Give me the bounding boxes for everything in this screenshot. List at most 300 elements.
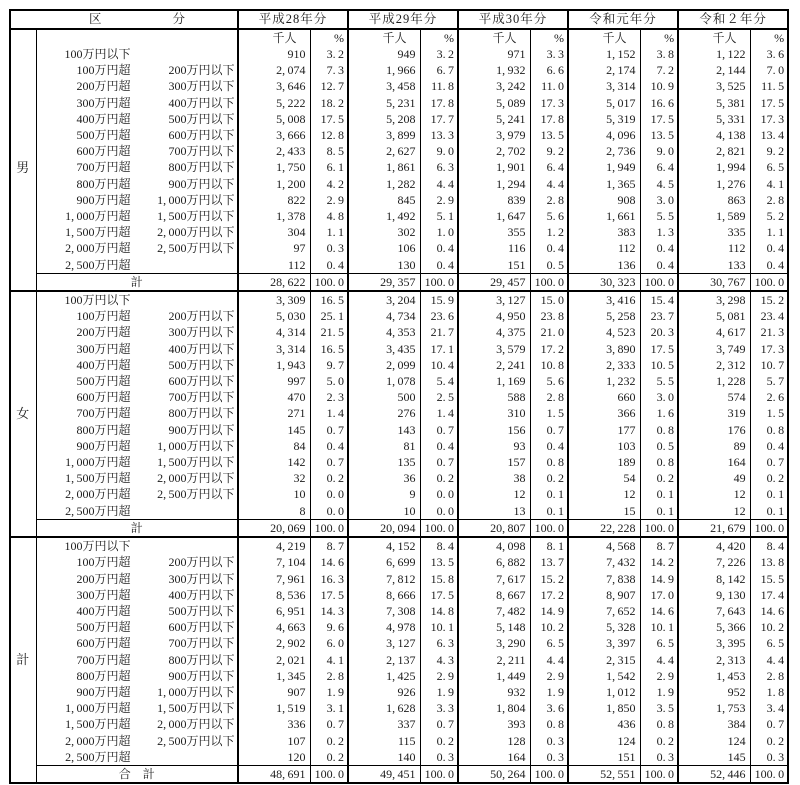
income-range-label	[36, 749, 238, 766]
range-upper-bound: 2, 000万円以下	[157, 471, 235, 486]
people-value: 1, 365	[568, 176, 640, 192]
percent-value: 3. 3	[530, 46, 568, 62]
people-value: 93	[458, 438, 530, 454]
percent-value: 6. 7	[420, 62, 458, 78]
percent-value: 17. 0	[640, 587, 678, 603]
income-range-label	[36, 587, 238, 603]
people-value: 49	[678, 470, 750, 486]
people-value: 10	[348, 503, 420, 520]
people-value: 2, 144	[678, 62, 750, 78]
people-value: 142	[238, 454, 310, 470]
percent-value: 17. 5	[310, 587, 348, 603]
income-range-label	[36, 224, 238, 240]
people-value: 8, 667	[458, 587, 530, 603]
people-value: 3, 899	[348, 127, 420, 143]
percent-value: 14. 6	[310, 554, 348, 570]
people-value: 436	[568, 716, 640, 732]
range-lower-bound: 600万円超	[76, 390, 131, 405]
people-value: 3, 458	[348, 78, 420, 94]
range-lower-bound: 200万円超	[76, 79, 131, 94]
percent-value: 13. 5	[640, 127, 678, 143]
income-range-row	[10, 389, 788, 405]
income-range-label	[36, 537, 238, 554]
percent-value: 8. 4	[420, 537, 458, 554]
percent-value: 17. 8	[530, 111, 568, 127]
people-value: 3, 242	[458, 78, 530, 94]
range-lower-bound: 2, 500万円超	[65, 749, 131, 764]
percent-value: 0. 7	[420, 422, 458, 438]
range-upper-bound: 500万円以下	[168, 111, 235, 126]
income-range-label	[36, 470, 238, 486]
range-lower-bound: 500万円超	[76, 620, 131, 635]
percent-value: 1. 2	[530, 224, 568, 240]
people-value: 143	[348, 422, 420, 438]
people-value: 3, 314	[238, 341, 310, 357]
income-range-label	[36, 127, 238, 143]
range-lower-bound: 400万円超	[76, 603, 131, 618]
percent-value: 9. 0	[640, 143, 678, 159]
percent-value: 12. 7	[310, 78, 348, 94]
total-people-value: 22, 228	[568, 519, 640, 537]
percent-value: 3. 3	[420, 700, 458, 716]
income-range-row	[10, 700, 788, 716]
people-value: 7, 308	[348, 603, 420, 619]
percent-value: 10. 9	[640, 78, 678, 94]
range-lower-bound: 100万円以下	[64, 47, 131, 61]
range-upper-bound: 900万円以下	[168, 422, 235, 437]
people-value: 2, 174	[568, 62, 640, 78]
percent-value: 17. 5	[420, 587, 458, 603]
income-range-row	[10, 603, 788, 619]
people-value: 4, 523	[568, 324, 640, 340]
people-value: 3, 204	[348, 291, 420, 308]
total-percent-value: 100. 0	[420, 273, 458, 291]
people-value: 128	[458, 733, 530, 749]
income-range-label	[36, 95, 238, 111]
percent-value: 17. 4	[750, 587, 788, 603]
percent-value: 2. 9	[640, 668, 678, 684]
range-upper-bound: 200万円以下	[168, 309, 235, 324]
percent-value: 3. 5	[640, 700, 678, 716]
income-range-row	[10, 240, 788, 256]
percent-value: 3. 0	[640, 192, 678, 208]
percent-value: 7. 3	[310, 62, 348, 78]
percent-value: 17. 5	[640, 111, 678, 127]
income-range-row	[10, 619, 788, 635]
total-people-value: 20, 807	[458, 519, 530, 537]
income-range-label	[36, 257, 238, 274]
percent-value: 0. 4	[420, 240, 458, 256]
percent-value: 17. 2	[530, 341, 568, 357]
range-upper-bound: 300万円以下	[168, 79, 235, 94]
percent-value: 2. 9	[420, 668, 458, 684]
percent-value: 6. 3	[420, 159, 458, 175]
percent-value: 3. 6	[530, 700, 568, 716]
income-range-label	[36, 308, 238, 324]
income-range-row	[10, 652, 788, 668]
percent-value: 0. 1	[640, 503, 678, 520]
unit-percent-header: %	[640, 29, 678, 46]
people-value: 2, 137	[348, 652, 420, 668]
income-range-row	[10, 733, 788, 749]
income-range-label	[36, 503, 238, 520]
income-range-row	[10, 503, 788, 520]
people-value: 1, 449	[458, 668, 530, 684]
people-value: 120	[238, 749, 310, 766]
percent-value: 8. 7	[310, 537, 348, 554]
people-value: 1, 200	[238, 176, 310, 192]
percent-value: 13. 5	[530, 127, 568, 143]
people-value: 5, 222	[238, 95, 310, 111]
income-range-row	[10, 324, 788, 340]
range-lower-bound: 300万円超	[76, 587, 131, 602]
percent-value: 17. 3	[750, 111, 788, 127]
people-value: 1, 276	[678, 176, 750, 192]
range-upper-bound: 800万円以下	[168, 160, 235, 175]
range-lower-bound: 200万円超	[76, 325, 131, 340]
percent-value: 0. 0	[420, 486, 458, 502]
percent-value: 0. 4	[530, 438, 568, 454]
percent-value: 6. 1	[310, 159, 348, 175]
people-value: 3, 127	[348, 635, 420, 651]
people-value: 3, 127	[458, 291, 530, 308]
percent-value: 16. 5	[310, 291, 348, 308]
total-row	[10, 765, 788, 783]
percent-value: 0. 3	[530, 749, 568, 766]
people-value: 3, 309	[238, 291, 310, 308]
people-value: 89	[678, 438, 750, 454]
people-value: 7, 643	[678, 603, 750, 619]
range-lower-bound: 2, 000万円超	[65, 241, 131, 256]
unit-people-header: 千人	[348, 29, 420, 46]
range-lower-bound: 1, 500万円超	[65, 471, 131, 486]
people-value: 54	[568, 470, 640, 486]
range-lower-bound: 700万円超	[76, 160, 131, 175]
income-range-row	[10, 95, 788, 111]
people-value: 8, 907	[568, 587, 640, 603]
people-value: 1, 861	[348, 159, 420, 175]
percent-value: 1. 8	[750, 684, 788, 700]
income-range-row	[10, 438, 788, 454]
unit-percent-header: %	[530, 29, 568, 46]
people-value: 164	[458, 749, 530, 766]
people-value: 145	[238, 422, 310, 438]
percent-value: 1. 4	[420, 405, 458, 421]
range-lower-bound: 2, 000万円超	[65, 487, 131, 502]
income-range-label	[36, 46, 238, 62]
people-value: 1, 519	[238, 700, 310, 716]
percent-value: 13. 8	[750, 554, 788, 570]
percent-value: 0. 4	[420, 438, 458, 454]
total-percent-value: 100. 0	[750, 519, 788, 537]
percent-value: 15. 4	[640, 291, 678, 308]
people-value: 2, 021	[238, 652, 310, 668]
people-value: 2, 902	[238, 635, 310, 651]
range-upper-bound: 1, 000万円以下	[157, 438, 235, 453]
people-value: 908	[568, 192, 640, 208]
people-value: 7, 838	[568, 571, 640, 587]
total-row	[10, 273, 788, 291]
people-value: 1, 901	[458, 159, 530, 175]
people-value: 12	[458, 486, 530, 502]
people-value: 2, 627	[348, 143, 420, 159]
income-distribution-table	[9, 9, 789, 784]
people-value: 12	[568, 486, 640, 502]
total-people-value: 20, 094	[348, 519, 420, 537]
people-value: 3, 395	[678, 635, 750, 651]
people-value: 1, 425	[348, 668, 420, 684]
percent-value: 0. 7	[750, 716, 788, 732]
income-range-label	[36, 700, 238, 716]
income-range-row	[10, 159, 788, 175]
people-value: 1, 294	[458, 176, 530, 192]
total-people-value: 29, 357	[348, 273, 420, 291]
percent-value: 6. 5	[750, 159, 788, 175]
people-value: 8	[238, 503, 310, 520]
percent-value: 7. 0	[750, 62, 788, 78]
people-value: 335	[678, 224, 750, 240]
total-label: 合 計	[36, 765, 238, 783]
people-value: 124	[678, 733, 750, 749]
people-value: 1, 228	[678, 373, 750, 389]
people-value: 112	[238, 257, 310, 274]
people-value: 7, 617	[458, 571, 530, 587]
people-value: 5, 231	[348, 95, 420, 111]
income-range-label	[36, 373, 238, 389]
percent-value: 17. 7	[420, 111, 458, 127]
percent-value: 14. 6	[640, 603, 678, 619]
people-value: 151	[458, 257, 530, 274]
percent-value: 9. 7	[310, 357, 348, 373]
range-upper-bound: 200万円以下	[168, 63, 235, 78]
people-value: 5, 366	[678, 619, 750, 635]
people-value: 971	[458, 46, 530, 62]
percent-value: 0. 7	[750, 454, 788, 470]
percent-value: 14. 9	[530, 603, 568, 619]
percent-value: 16. 3	[310, 571, 348, 587]
percent-value: 15. 2	[530, 571, 568, 587]
range-upper-bound: 1, 500万円以下	[157, 701, 235, 716]
income-range-row	[10, 143, 788, 159]
percent-value: 23. 7	[640, 308, 678, 324]
people-value: 116	[458, 240, 530, 256]
people-value: 6, 951	[238, 603, 310, 619]
range-lower-bound: 600万円超	[76, 636, 131, 651]
percent-value: 3. 2	[310, 46, 348, 62]
percent-value: 23. 8	[530, 308, 568, 324]
percent-value: 1. 6	[640, 405, 678, 421]
percent-value: 0. 8	[750, 422, 788, 438]
percent-value: 21. 7	[420, 324, 458, 340]
total-percent-value: 100. 0	[530, 273, 568, 291]
income-range-row	[10, 486, 788, 502]
percent-value: 15. 0	[530, 291, 568, 308]
percent-value: 3. 2	[420, 46, 458, 62]
total-row	[10, 519, 788, 537]
percent-value: 0. 8	[640, 716, 678, 732]
people-value: 2, 736	[568, 143, 640, 159]
income-range-label	[36, 405, 238, 421]
section-label: 男	[10, 46, 36, 291]
percent-value: 0. 4	[640, 257, 678, 274]
percent-value: 14. 9	[640, 571, 678, 587]
range-upper-bound: 500万円以下	[168, 357, 235, 372]
people-value: 3, 890	[568, 341, 640, 357]
percent-value: 1. 9	[530, 684, 568, 700]
total-label: 計	[36, 273, 238, 291]
people-value: 7, 652	[568, 603, 640, 619]
range-lower-bound: 1, 000万円超	[65, 701, 131, 716]
people-value: 302	[348, 224, 420, 240]
people-value: 3, 749	[678, 341, 750, 357]
percent-value: 0. 7	[420, 716, 458, 732]
percent-value: 0. 0	[310, 486, 348, 502]
people-value: 7, 432	[568, 554, 640, 570]
percent-value: 17. 5	[750, 95, 788, 111]
income-range-row	[10, 635, 788, 651]
range-lower-bound: 700万円超	[76, 406, 131, 421]
income-range-label	[36, 291, 238, 308]
income-range-label	[36, 176, 238, 192]
people-value: 3, 979	[458, 127, 530, 143]
range-upper-bound: 300万円以下	[168, 571, 235, 586]
percent-value: 3. 6	[750, 46, 788, 62]
people-value: 4, 617	[678, 324, 750, 340]
people-value: 2, 821	[678, 143, 750, 159]
percent-value: 14. 8	[420, 603, 458, 619]
percent-value: 17. 5	[640, 341, 678, 357]
percent-value: 5. 6	[530, 373, 568, 389]
people-value: 393	[458, 716, 530, 732]
percent-value: 20. 3	[640, 324, 678, 340]
people-value: 1, 282	[348, 176, 420, 192]
percent-value: 23. 4	[750, 308, 788, 324]
year-header: 平成30年分	[458, 10, 568, 29]
percent-value: 1. 1	[750, 224, 788, 240]
year-header-row	[10, 10, 788, 29]
percent-value: 0. 0	[420, 503, 458, 520]
income-range-label	[36, 454, 238, 470]
year-header: 令和元年分	[568, 10, 678, 29]
percent-value: 10. 5	[640, 357, 678, 373]
percent-value: 10. 7	[750, 357, 788, 373]
range-upper-bound: 900万円以下	[168, 668, 235, 683]
people-value: 383	[568, 224, 640, 240]
percent-value: 10. 8	[530, 357, 568, 373]
total-people-value: 52, 446	[678, 765, 750, 783]
percent-value: 7. 2	[640, 62, 678, 78]
range-upper-bound: 400万円以下	[168, 95, 235, 110]
percent-value: 15. 8	[420, 571, 458, 587]
percent-value: 0. 3	[310, 240, 348, 256]
percent-value: 0. 2	[310, 470, 348, 486]
people-value: 133	[678, 257, 750, 274]
percent-value: 4. 5	[640, 176, 678, 192]
income-range-row	[10, 208, 788, 224]
percent-value: 0. 8	[530, 454, 568, 470]
percent-value: 14. 2	[640, 554, 678, 570]
percent-value: 17. 1	[420, 341, 458, 357]
percent-value: 0. 2	[310, 749, 348, 766]
range-lower-bound: 100万円以下	[64, 539, 131, 554]
people-value: 12	[678, 503, 750, 520]
people-value: 660	[568, 389, 640, 405]
percent-value: 4. 4	[750, 652, 788, 668]
income-range-label	[36, 733, 238, 749]
people-value: 3, 579	[458, 341, 530, 357]
people-value: 1, 943	[238, 357, 310, 373]
people-value: 5, 017	[568, 95, 640, 111]
income-range-row	[10, 127, 788, 143]
percent-value: 0. 8	[530, 716, 568, 732]
income-range-label	[36, 324, 238, 340]
people-value: 2, 333	[568, 357, 640, 373]
people-value: 2, 313	[678, 652, 750, 668]
percent-value: 5. 2	[750, 208, 788, 224]
percent-value: 1. 0	[420, 224, 458, 240]
percent-value: 4. 1	[750, 176, 788, 192]
people-value: 839	[458, 192, 530, 208]
percent-value: 4. 4	[640, 652, 678, 668]
people-value: 135	[348, 454, 420, 470]
percent-value: 17. 2	[530, 587, 568, 603]
people-value: 5, 030	[238, 308, 310, 324]
total-people-value: 30, 323	[568, 273, 640, 291]
percent-value: 5. 7	[750, 373, 788, 389]
people-value: 1, 753	[678, 700, 750, 716]
people-value: 3, 435	[348, 341, 420, 357]
people-value: 7, 482	[458, 603, 530, 619]
income-range-label	[36, 62, 238, 78]
range-lower-bound: 800万円超	[76, 422, 131, 437]
range-lower-bound: 1, 500万円超	[65, 717, 131, 732]
range-upper-bound: 700万円以下	[168, 144, 235, 159]
percent-value: 8. 4	[750, 537, 788, 554]
percent-value: 10. 2	[530, 619, 568, 635]
percent-value: 2. 8	[750, 192, 788, 208]
percent-value: 0. 2	[530, 470, 568, 486]
people-value: 97	[238, 240, 310, 256]
people-value: 8, 666	[348, 587, 420, 603]
total-percent-value: 100. 0	[310, 765, 348, 783]
total-people-value: 48, 691	[238, 765, 310, 783]
percent-value: 15. 9	[420, 291, 458, 308]
percent-value: 9. 6	[310, 619, 348, 635]
percent-value: 0. 4	[310, 257, 348, 274]
percent-value: 11. 8	[420, 78, 458, 94]
percent-value: 25. 1	[310, 308, 348, 324]
total-percent-value: 100. 0	[750, 273, 788, 291]
income-range-label	[36, 341, 238, 357]
range-lower-bound: 1, 000万円超	[65, 455, 131, 470]
income-range-row	[10, 176, 788, 192]
income-range-label	[36, 159, 238, 175]
income-range-row	[10, 422, 788, 438]
range-upper-bound: 700万円以下	[168, 390, 235, 405]
percent-value: 0. 7	[310, 422, 348, 438]
percent-value: 6. 4	[530, 159, 568, 175]
percent-value: 6. 0	[310, 635, 348, 651]
people-value: 4, 098	[458, 537, 530, 554]
people-value: 910	[238, 46, 310, 62]
percent-value: 2. 8	[530, 192, 568, 208]
people-value: 5, 241	[458, 111, 530, 127]
total-percent-value: 100. 0	[640, 519, 678, 537]
range-upper-bound: 600万円以下	[168, 128, 235, 143]
people-value: 103	[568, 438, 640, 454]
percent-value: 1. 3	[640, 224, 678, 240]
percent-value: 4. 2	[310, 176, 348, 192]
